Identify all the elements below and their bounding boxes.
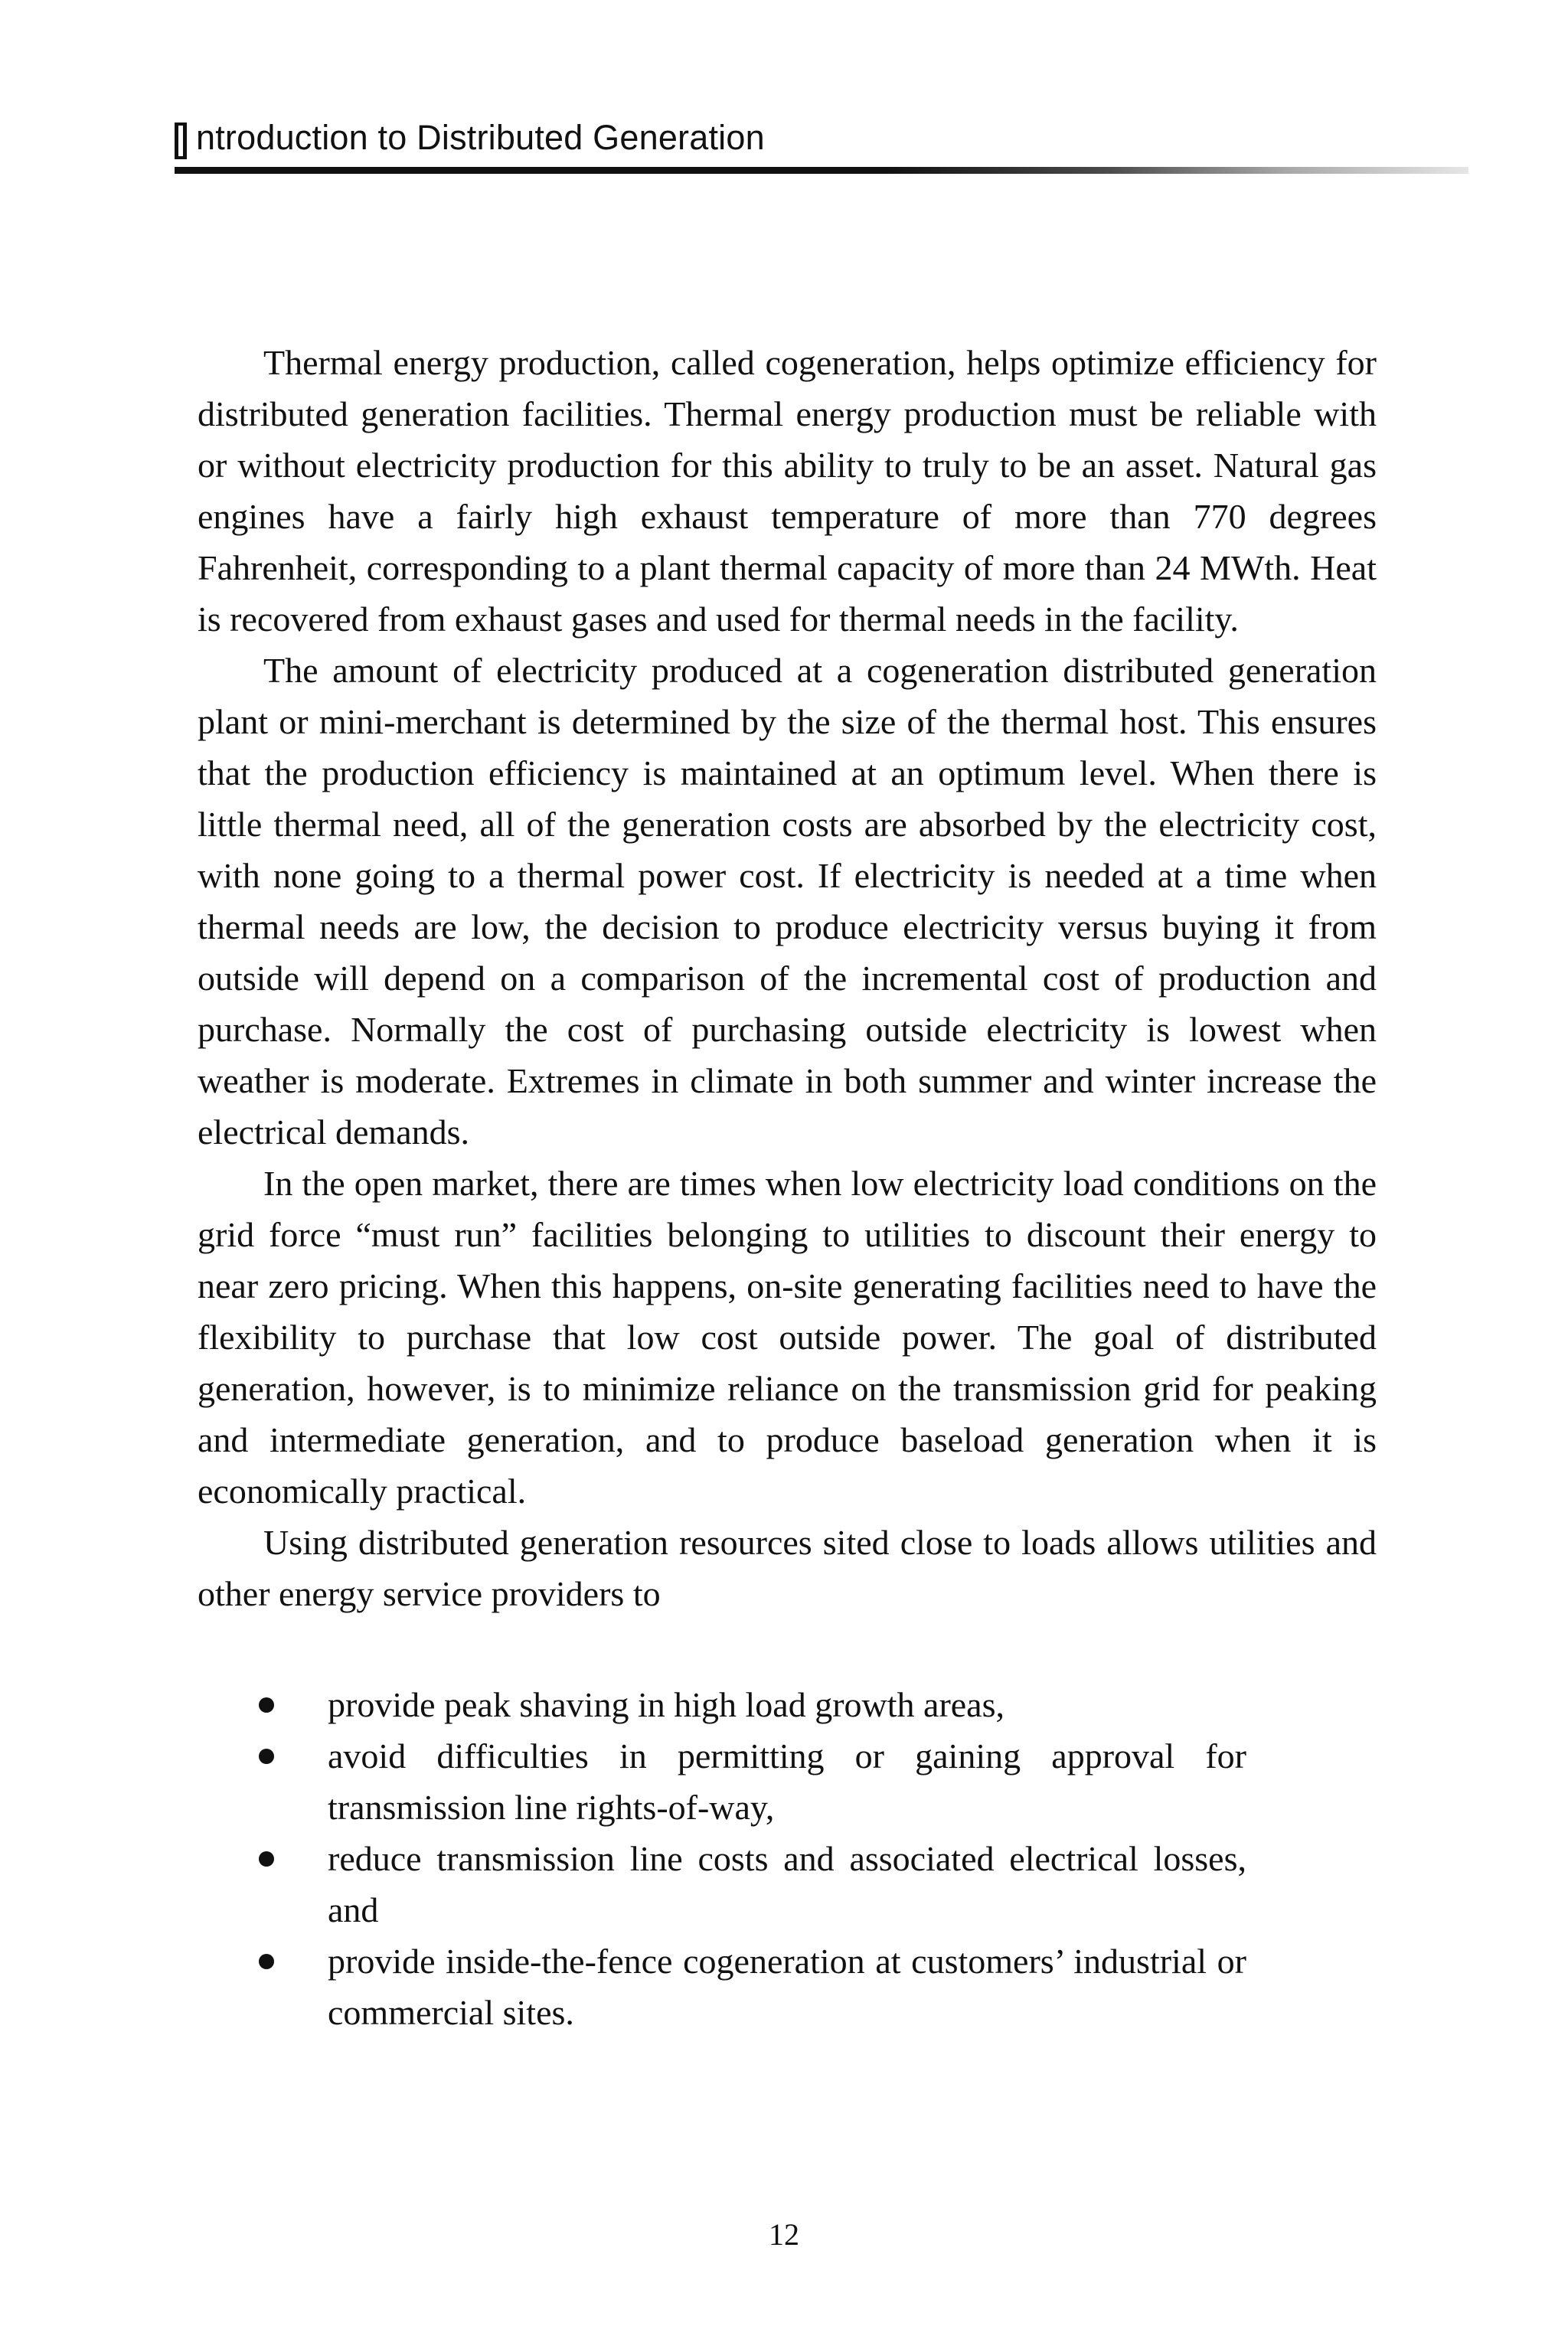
- list-item-text: reduce transmission line costs and associated electrical losses, and: [328, 1839, 1246, 1929]
- paragraph: Using distributed generation resources sited close to loads allows utilities and other energy service providers to: [198, 1523, 1377, 1613]
- running-head-title: [175, 115, 1468, 161]
- paragraph: Thermal energy production, called cogeneration, helps optimize efficiency for distributed generation facilities. Thermal energy production must be reliable with or without electricity production for this ability to truly to be an asset. Natural gas engines have a fairly high exhaust temperature of more than 770 degrees Fahrenheit, corresponding to a plant thermal capacity of more than 24 MWth. Heat is recovered from exhaust gases and used for thermal needs in the facility.: [198, 343, 1377, 639]
- bullet-icon: [259, 1851, 274, 1867]
- bullet-icon: [259, 1749, 274, 1764]
- list-item: [198, 1936, 1246, 2038]
- initial-bracket-ornament: [175, 122, 187, 159]
- paragraph: In the open market, there are times when low electricity load conditions on the grid force “must run” facilities belonging to utilities to discount their energy to near zero pricing. When this happens, on-site generating facilities need to have the flexibility to purchase that low cost outside power. The goal of distributed generation, however, is to minimize reliance on the transmission grid for peaking and intermediate generation, and to produce baseload generation when it is economically practical.: [198, 1164, 1377, 1511]
- page-body: [198, 337, 1377, 2038]
- page-number: 12: [769, 2217, 799, 2252]
- list-item: [198, 1730, 1246, 1833]
- bullet-icon: [259, 1697, 274, 1713]
- bullet-icon: [259, 1954, 274, 1969]
- list-item: [198, 1833, 1246, 1936]
- header-rule: [175, 167, 1468, 174]
- list-item-text: provide inside-the-fence cogeneration at customers’ industrial or commercial sites.: [328, 1942, 1246, 2032]
- running-head-label: ntroduction to Distributed Generation: [196, 118, 765, 157]
- list-item: [198, 1679, 1246, 1730]
- paragraph: The amount of electricity produced at a cogeneration distributed generation plant or mini-merchant is determined by the size of the thermal host. This ensures that the production efficiency is maintained at an optimum level. When there is little thermal need, all of the generation costs are absorbed by the electricity cost, with none going to a thermal power cost. If electricity is needed at a time when thermal needs are low, the decision to produce electricity versus buying it from outside will depend on a comparison of the incremental cost of production and purchase. Normally the cost of purchasing outside electricity is lowest when weather is moderate. Extremes in climate in both summer and winter increase the electrical demands.: [198, 651, 1377, 1152]
- list-item-text: avoid difficulties in permitting or gaining approval for transmission line rights-of-way,: [328, 1736, 1246, 1827]
- running-head: [175, 115, 1468, 174]
- list-item-text: provide peak shaving in high load growth areas,: [328, 1685, 1004, 1724]
- bullet-list: [198, 1679, 1246, 2038]
